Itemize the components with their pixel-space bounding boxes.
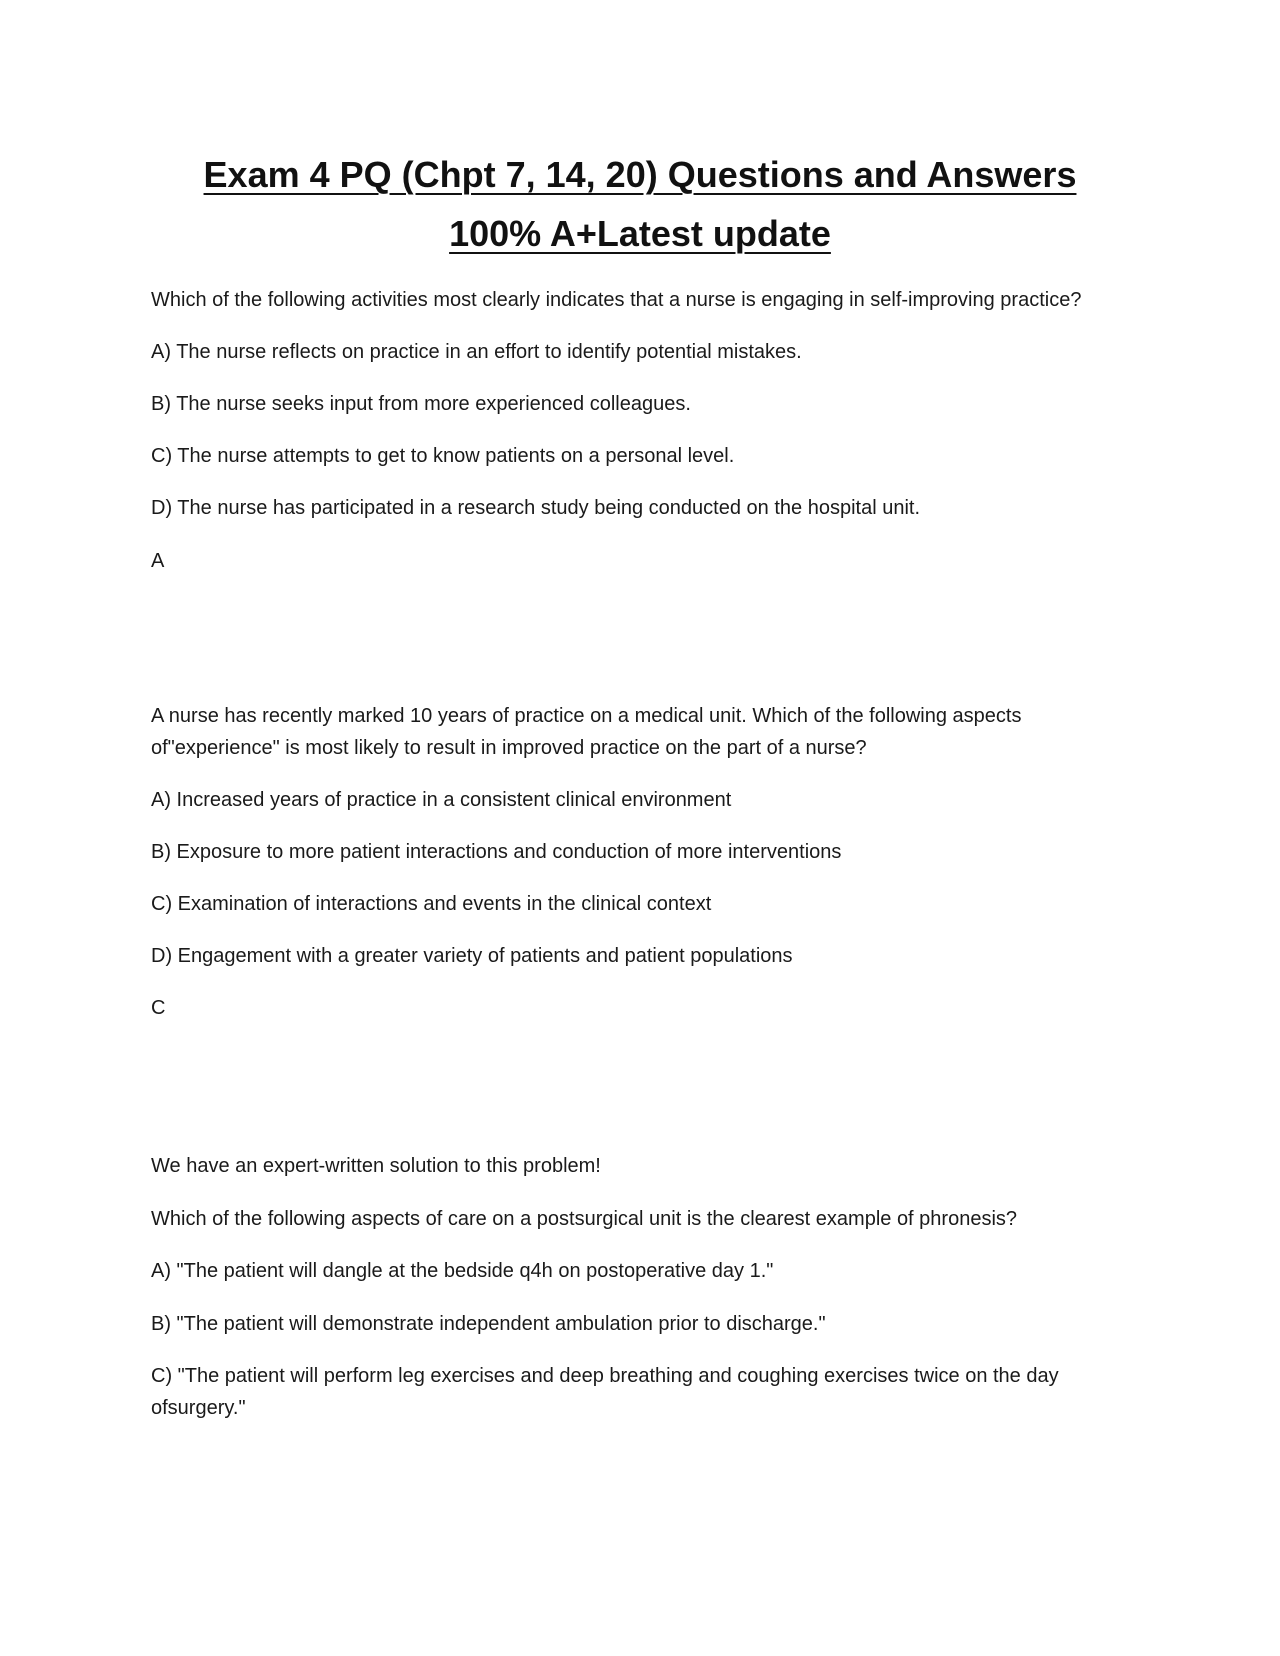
question-2-stem-line-2: of"experience" is most likely to result in improved practice on the part of a nurse?: [151, 737, 867, 759]
question-2-option-b: B) Exposure to more patient interactions and conduction of more interventions: [151, 841, 842, 863]
solution-note: We have an expert-written solution to this problem!: [151, 1155, 601, 1177]
question-3-stem: Which of the following aspects of care on a postsurgical unit is the clearest example of phronesis?: [151, 1208, 1018, 1230]
question-2-option-d: D) Engagement with a greater variety of patients and patient populations: [151, 945, 793, 967]
document-title-line-1: Exam 4 PQ (Chpt 7, 14, 20) Questions and Answers: [203, 154, 1077, 195]
question-3-option-b: B) "The patient will demonstrate independent ambulation prior to discharge.": [151, 1313, 826, 1335]
question-1-option-a: A) The nurse reflects on practice in an effort to identify potential mistakes.: [151, 341, 802, 363]
question-1-option-c: C) The nurse attempts to get to know patients on a personal level.: [151, 445, 735, 467]
question-2-answer: C: [151, 997, 166, 1019]
question-3-option-c-continued: ofsurgery.": [151, 1397, 246, 1419]
question-1-option-d: D) The nurse has participated in a research study being conducted on the hospital unit.: [151, 497, 920, 519]
question-2-option-a: A) Increased years of practice in a consistent clinical environment: [151, 789, 732, 811]
question-3-option-c: C) "The patient will perform leg exercises and deep breathing and coughing exercises twice on the day: [151, 1365, 1059, 1387]
question-1-option-b: B) The nurse seeks input from more experienced colleagues.: [151, 393, 691, 415]
question-2-stem-line-1: A nurse has recently marked 10 years of practice on a medical unit. Which of the following aspects: [151, 705, 1022, 727]
question-2-option-c: C) Examination of interactions and events in the clinical context: [151, 893, 712, 915]
question-3-option-a: A) "The patient will dangle at the bedside q4h on postoperative day 1.": [151, 1260, 774, 1282]
question-1-stem: Which of the following activities most clearly indicates that a nurse is engaging in self-improving practice?: [151, 289, 1082, 311]
document-title-line-2: 100% A+Latest update: [449, 213, 831, 254]
question-1-answer: A: [151, 550, 165, 572]
